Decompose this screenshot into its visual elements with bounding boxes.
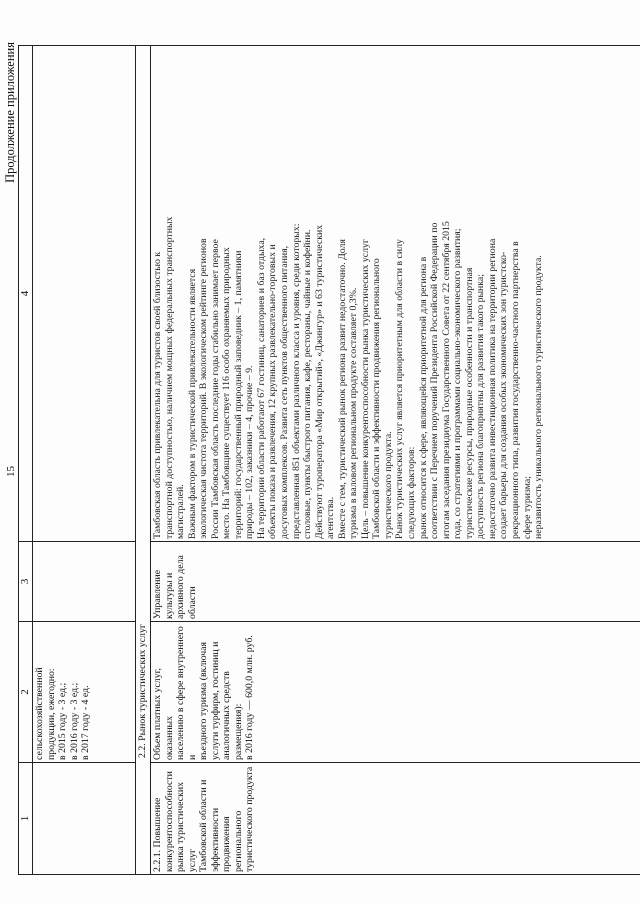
section-title: 2.2. Рынок туристических услуг (137, 624, 148, 758)
continuation-label: Продолжение приложения (3, 42, 17, 183)
header-col-3: 3 (19, 541, 32, 621)
measure-title: 2.2.1. Повышение конкурентоспособности рынка туристических услуг Тамбовской области и эффективности продвижения регионального туристического продукта (152, 766, 256, 872)
prev-col-3 (33, 541, 135, 621)
prev-col-2 (33, 621, 135, 762)
target-indicator: Объем платных услуг, оказанных населению в сфере внутреннего и въездного туризма (включая услуги турфирм, гостиниц и аналогичных средств размещения): в 2016 году — 600,0 млн. руб. (152, 626, 256, 760)
main-col-2 (151, 621, 640, 762)
main-col-4 (151, 46, 640, 541)
header-col-2: 2 (19, 621, 32, 762)
main-col-1 (151, 762, 640, 874)
market-description: Тамбовская область привлекательна для туристов своей близостью к транспортной доступностью, наличием мощных федеральных транспортных магистралей. Важным фактором в туристической привлекательности является экологическая чистота территорий. В экологическом рейтинге регионов России Тамбовская область последние годы стабильно занимает первое место. На Тамбовщине существует 116 особо охраняемых природных территорий: государственный природный заповедник – 1, памятники природы – 102, заказники – 4, прочие – 9. На территории области работают 67 гостиниц, санаториев и баз отдыха, объекты показа и развлечения, 12 крупных развлекательно-торговых и досуговых комплексов. Развита сеть пунктов общественного питания, представленная 851 объектами различного класса и уровня, среди которых: столовые, пункты быстрого питания, кафе, рестораны, чайные и кофейни. Действуют туроператора «Мир открытий», «Джингур» и 63 туристических агентства. Вместе с тем, туристический рынок региона развит недостаточно. Доля туризма в валовом региональном продукте составляет 0,3%. Цель – повышение конкурентоспособности рынка туристических услуг Тамбовской области и эффективности продвижения регионального туристического продукта. Рынок туристических услуг является приоритетным для области в силу следующих факторов: рынок относится к сфере, являющейся приоритетной для региона в соответствии с Перечнем поручений Президента Российской Федерации по итогам заседания президиума Государственного Совета от 22 сентября 2015 года, со стратегиями и программами социально-экономического развития; туристические ресурсы, природные особенности и транспортная доступность региона благоприятны для развития такого рынка; недостаточно развита инвестиционная политика на территории региона создает барьеры для создания особых экономических зон туристско- рекреационного типа, развития государственно-частного партнерства в сфере туризма; неразвитость уникального регионального туристического продукта. (152, 216, 545, 539)
table-row-main (151, 46, 640, 874)
prev-col-1 (33, 762, 135, 874)
appendix-table (18, 45, 640, 875)
section-title-row (136, 46, 151, 874)
table-row-previous (33, 46, 136, 874)
main-col-3 (151, 541, 640, 621)
header-col-4: 4 (19, 290, 31, 297)
prev-col-4 (33, 46, 135, 541)
page-number: 15 (5, 466, 17, 477)
responsible-body: Управление культуры и архивного дела области (152, 555, 198, 619)
header-col-1: 1 (19, 762, 32, 874)
prev-indicator-text: сельскохозяйственной продукции, ежегодно: в 2015 году - 3 ед.; в 2016 году - 3 ед.; в 2017 году - 4 ед. (34, 667, 92, 760)
table-header-row (19, 46, 33, 874)
